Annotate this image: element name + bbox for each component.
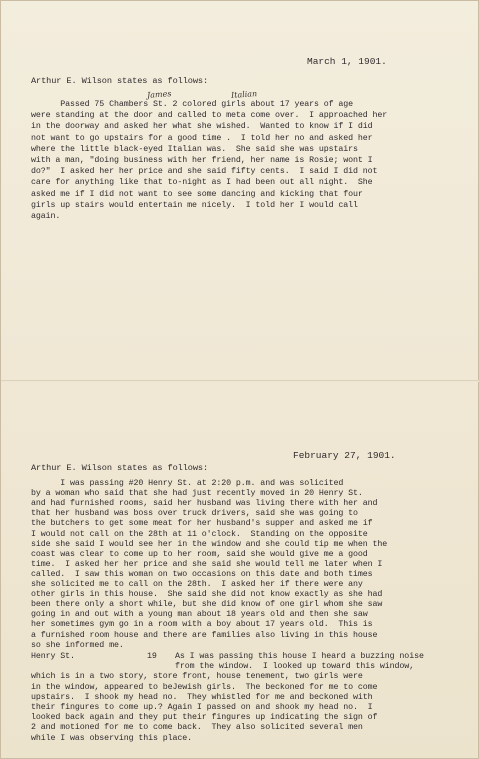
entry2-body-line: and had furnished rooms, said her husband was living there with her and xyxy=(31,499,378,509)
entry1-date: March 1, 1901. xyxy=(307,56,387,67)
entry2-body-line: coast was clear to come up to her room, said she would give me a good xyxy=(31,549,368,559)
entry2-body-line: so she informed me. xyxy=(31,640,124,650)
entry1-body-line: not want to go upstairs for a good time . I told her no and asked her xyxy=(31,133,373,143)
henry-st-number: 19 xyxy=(147,652,157,661)
henry-st-body-line: As I was passing this house I heard a buzzing noise xyxy=(175,652,424,661)
entry2-body-line: time. I asked her her price and she said she would tell me later when I xyxy=(31,559,383,569)
entry2-body-line: I would not call on the 28th at 11 o'clock. Standing on the opposite xyxy=(31,529,368,539)
entry2-body-line: I was passing #20 Henry St. at 2:20 p.m. and was solicited xyxy=(31,479,344,488)
entry2-date: February 27, 1901. xyxy=(293,450,396,461)
henry-st-body-line: looked back again and they put their fingures up indicating the sign of xyxy=(31,713,378,723)
henry-st-body-line: in the window, appeared to beJewish girls. The beckoned for me to come xyxy=(31,682,378,692)
entry2-heading: Arthur E. Wilson states as follows: xyxy=(31,463,208,473)
henry-st-body-line: 2 and motioned for me to come back. They also solicited several men xyxy=(31,723,363,733)
henry-st-body-line: while I was observing this place. xyxy=(31,733,193,743)
entry1-body-line: again. xyxy=(31,212,61,221)
henry-st-body-line: upstairs. I shook my head no. They whistled for me and beckoned with xyxy=(31,692,373,702)
entry1-heading: Arthur E. Wilson states as follows: xyxy=(31,76,208,86)
entry1-body-line: do?" I asked her her price and she said fifty cents. I said I did not xyxy=(31,167,378,177)
entry2-body-line: been there only a short while, but she did know of one girl whom she saw xyxy=(31,600,383,610)
entry2-body-line: by a woman who said that she had just recently moved in 20 Henry St. xyxy=(31,489,363,499)
entry1-body-line: girls up stairs would entertain me nicely. I told her I would call xyxy=(31,200,358,210)
entry1-body-line: were standing at the door and called to meta come over. I approached her xyxy=(31,111,388,121)
entry1-body-line: Passed 75 Chambers St. 2 colored girls about 17 years of age xyxy=(31,100,354,109)
henry-st-body-line: from the window. I looked up toward this window, xyxy=(175,662,415,672)
entry2-body-line: her sometimes gym go in a room with a boy about 17 years old. This is xyxy=(31,620,373,630)
page-fold xyxy=(1,380,479,382)
entry1-body-line: care for anything like that to-night as I had been out all night. She xyxy=(31,178,373,188)
entry1-body-line: where the little black-eyed Italian was. She said she was upstairs xyxy=(31,144,358,154)
entry2-body-line: called. I saw this woman on two occasions on this date and both times xyxy=(31,569,373,579)
entry2-body-line: that her husband was boss over truck drivers, said she was going to xyxy=(31,509,358,519)
entry1-body-line: in the doorway and asked her what she wished. Wanted to know if I did xyxy=(31,122,373,132)
handwritten-street-insert: James xyxy=(146,89,172,100)
entry2-body-line: other girls in this house. She said she did not know exactly as she had xyxy=(31,590,383,600)
entry2-body-line: going in and out with a young man about 18 years old and then she saw xyxy=(31,610,368,620)
henry-st-body-line: their fingures to come up.? Again I passed on and shook my head no. I xyxy=(31,703,373,712)
entry2-body-line: the butchers to get some meat for her husband's supper and asked me if xyxy=(31,519,373,529)
entry1-body-line: asked me if I did not want to see some dancing and kicking that four xyxy=(31,189,363,199)
henry-st-body-line: which is in a two story, store front, house tenement, two girls were xyxy=(31,672,363,682)
entry2-body-line: side she said I would see her in the window and she could tip me when the xyxy=(31,539,388,549)
entry2-body-line: she solicited me to call on the 28th. I asked her if there were any xyxy=(31,580,363,589)
henry-st-label: Henry St. xyxy=(31,652,75,661)
entry2-body-line: a furnished room house and there are families also living in this house xyxy=(31,630,378,640)
handwritten-race-insert: Italian xyxy=(230,89,258,100)
entry1-body-line: with a man, "doing business with her friend, her name is Rosie; wont I xyxy=(31,156,373,165)
